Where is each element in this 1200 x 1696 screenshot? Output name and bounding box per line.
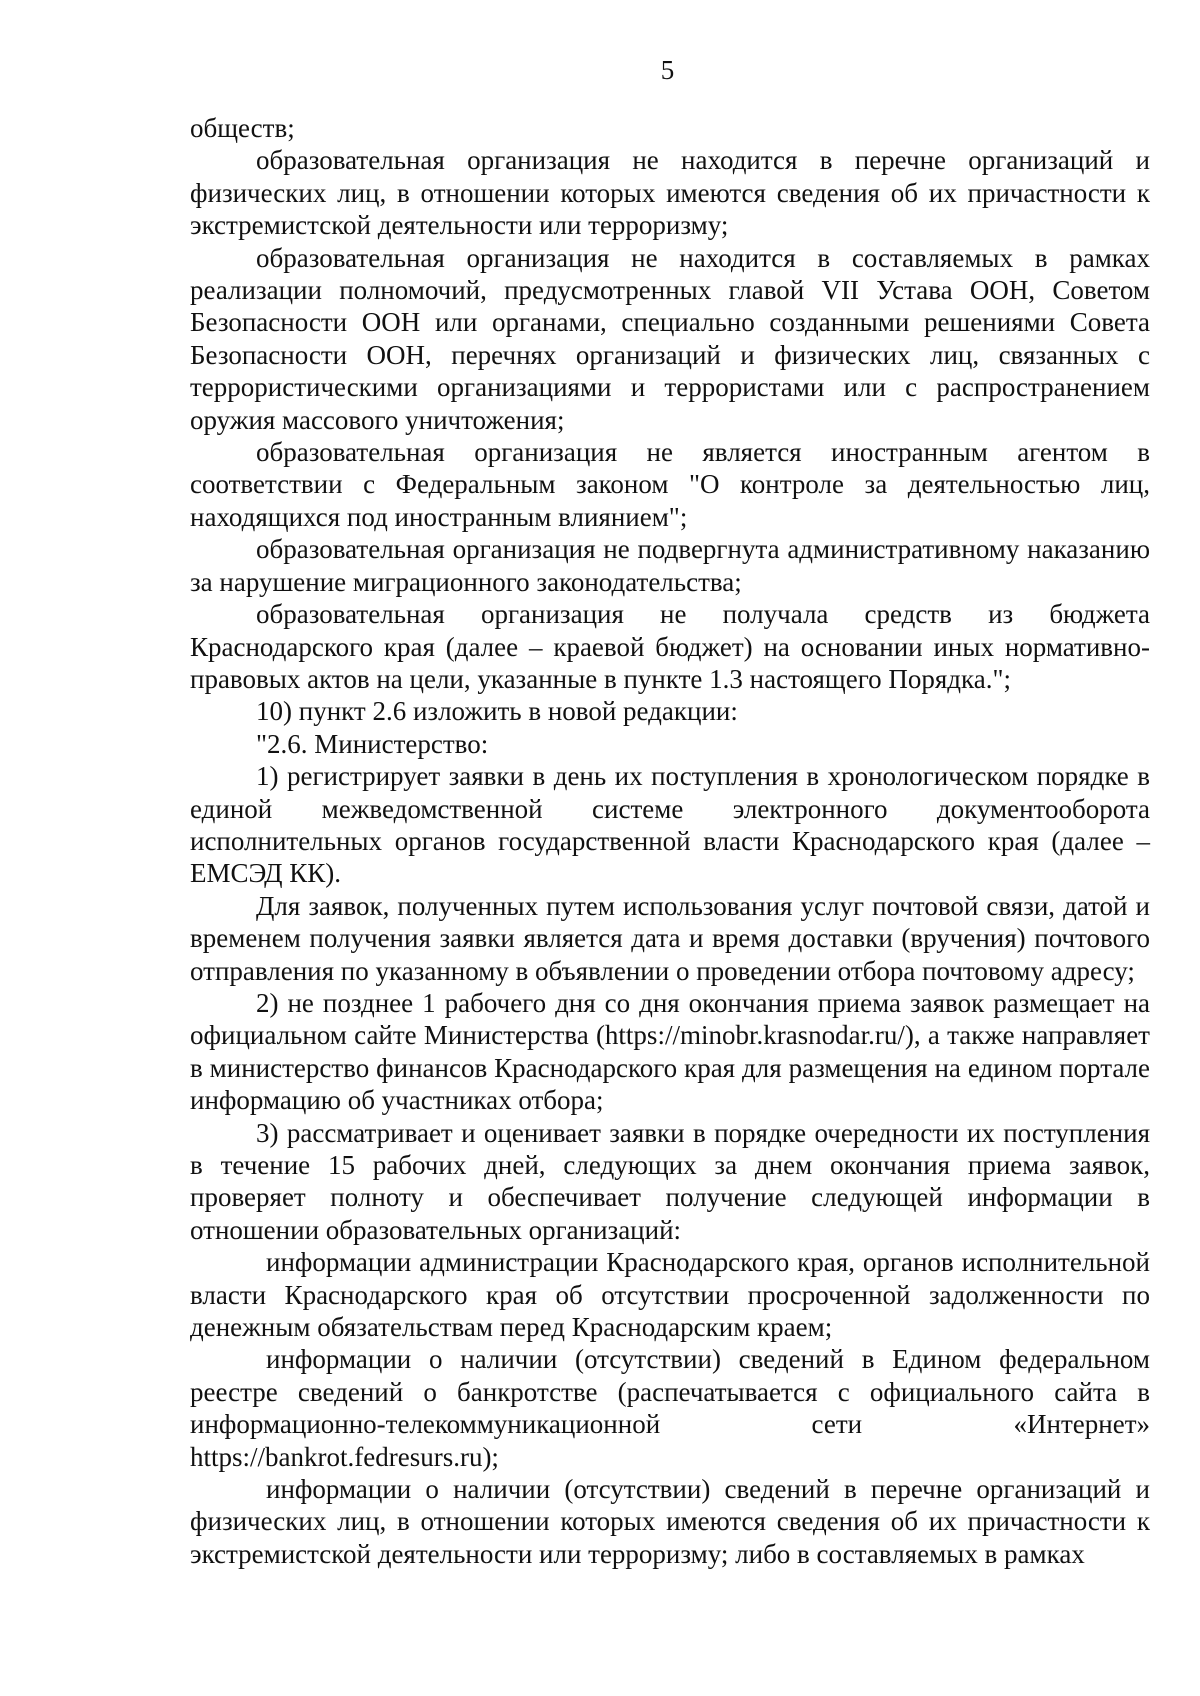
paragraph-migration: образовательная организация не подвергнута административному наказанию за нарушение миграционного законодательства;	[190, 534, 1150, 597]
paragraph-continuation: обществ;	[190, 113, 295, 143]
paragraph-info-administration: информации администрации Краснодарского края, органов исполнительной власти Краснодарского края об отсутствии просроченной задолженности по денежным обязательствам перед Краснодарским краем;	[190, 1247, 1150, 1343]
document-body	[190, 112, 1150, 1570]
paragraph-subitem-2: 2) не позднее 1 рабочего дня со дня окончания приема заявок размещает на официальном сайте Министерства (https://minobr.krasnodar.ru/), а также направляет в министерство финансов Краснодарского края для размещения на едином портале информацию об участниках отбора;	[190, 987, 1150, 1116]
paragraph-section-2-6: "2.6. Министерство:	[256, 728, 489, 759]
paragraph-un-lists: образовательная организация не находится в составляемых в рамках реализации полномочий, предусмотренных главой VII Устава ООН, Советом Безопасности ООН или органами, специально созданными решениями Совета Безопасности ООН, перечнях организаций и физических лиц, связанных с террористическими организациями и террористами или с распространением оружия массового уничтожения;	[190, 242, 1150, 435]
paragraph-info-extremism: информации о наличии (отсутствии) сведений в перечне организаций и физических лиц, в отношении которых имеются сведения об их причастности к экстремистской деятельности или терроризму; либо в составляемых в рамках	[190, 1474, 1150, 1569]
paragraph-info-bankruptcy: информации о наличии (отсутствии) сведений в Едином федеральном реестре сведений о банкротстве (распечатывается с официального сайта в информационно-телекоммуникационной сети «Интернет» https://bankrot.fedresurs.ru);	[190, 1344, 1150, 1472]
paragraph-subitem-1: 1) регистрирует заявки в день их поступления в хронологическом порядке в единой межведомственной системе электронного документооборота исполнительных органов государственной власти Краснодарского края (далее – ЕМСЭД КК).	[190, 761, 1150, 889]
paragraph-foreign-agent: образовательная организация не является иностранным агентом в соответствии с Федеральным законом "О контроле за деятельностью лиц, находящихся под иностранным влиянием";	[190, 437, 1150, 532]
paragraph-extremism-list: образовательная организация не находится в перечне организаций и физических лиц, в отношении которых имеются сведения об их причастности к экстремистской деятельности или терроризму;	[190, 145, 1150, 241]
paragraph-regional-budget: образовательная организация не получала средств из бюджета Краснодарского края (далее – краевой бюджет) на основании иных нормативно-правовых актов на цели, указанные в пункте 1.3 настоящего Порядка.";	[190, 599, 1150, 694]
paragraph-subitem-3: 3) рассматривает и оценивает заявки в порядке очередности их поступления в течение 15 рабочих дней, следующих за днем окончания приема заявок, проверяет полноту и обеспечивает получение следующей информации в отношении образовательных организаций:	[190, 1117, 1150, 1245]
paragraph-item-10: 10) пункт 2.6 изложить в новой редакции:	[256, 696, 738, 727]
paragraph-postal-applications: Для заявок, полученных путем использования услуг почтовой связи, датой и временем получения заявки является дата и время доставки (вручения) почтового отправления по указанному в объявлении о проведении отбора почтовому адресу;	[190, 890, 1150, 986]
page-number: 5	[660, 55, 675, 85]
